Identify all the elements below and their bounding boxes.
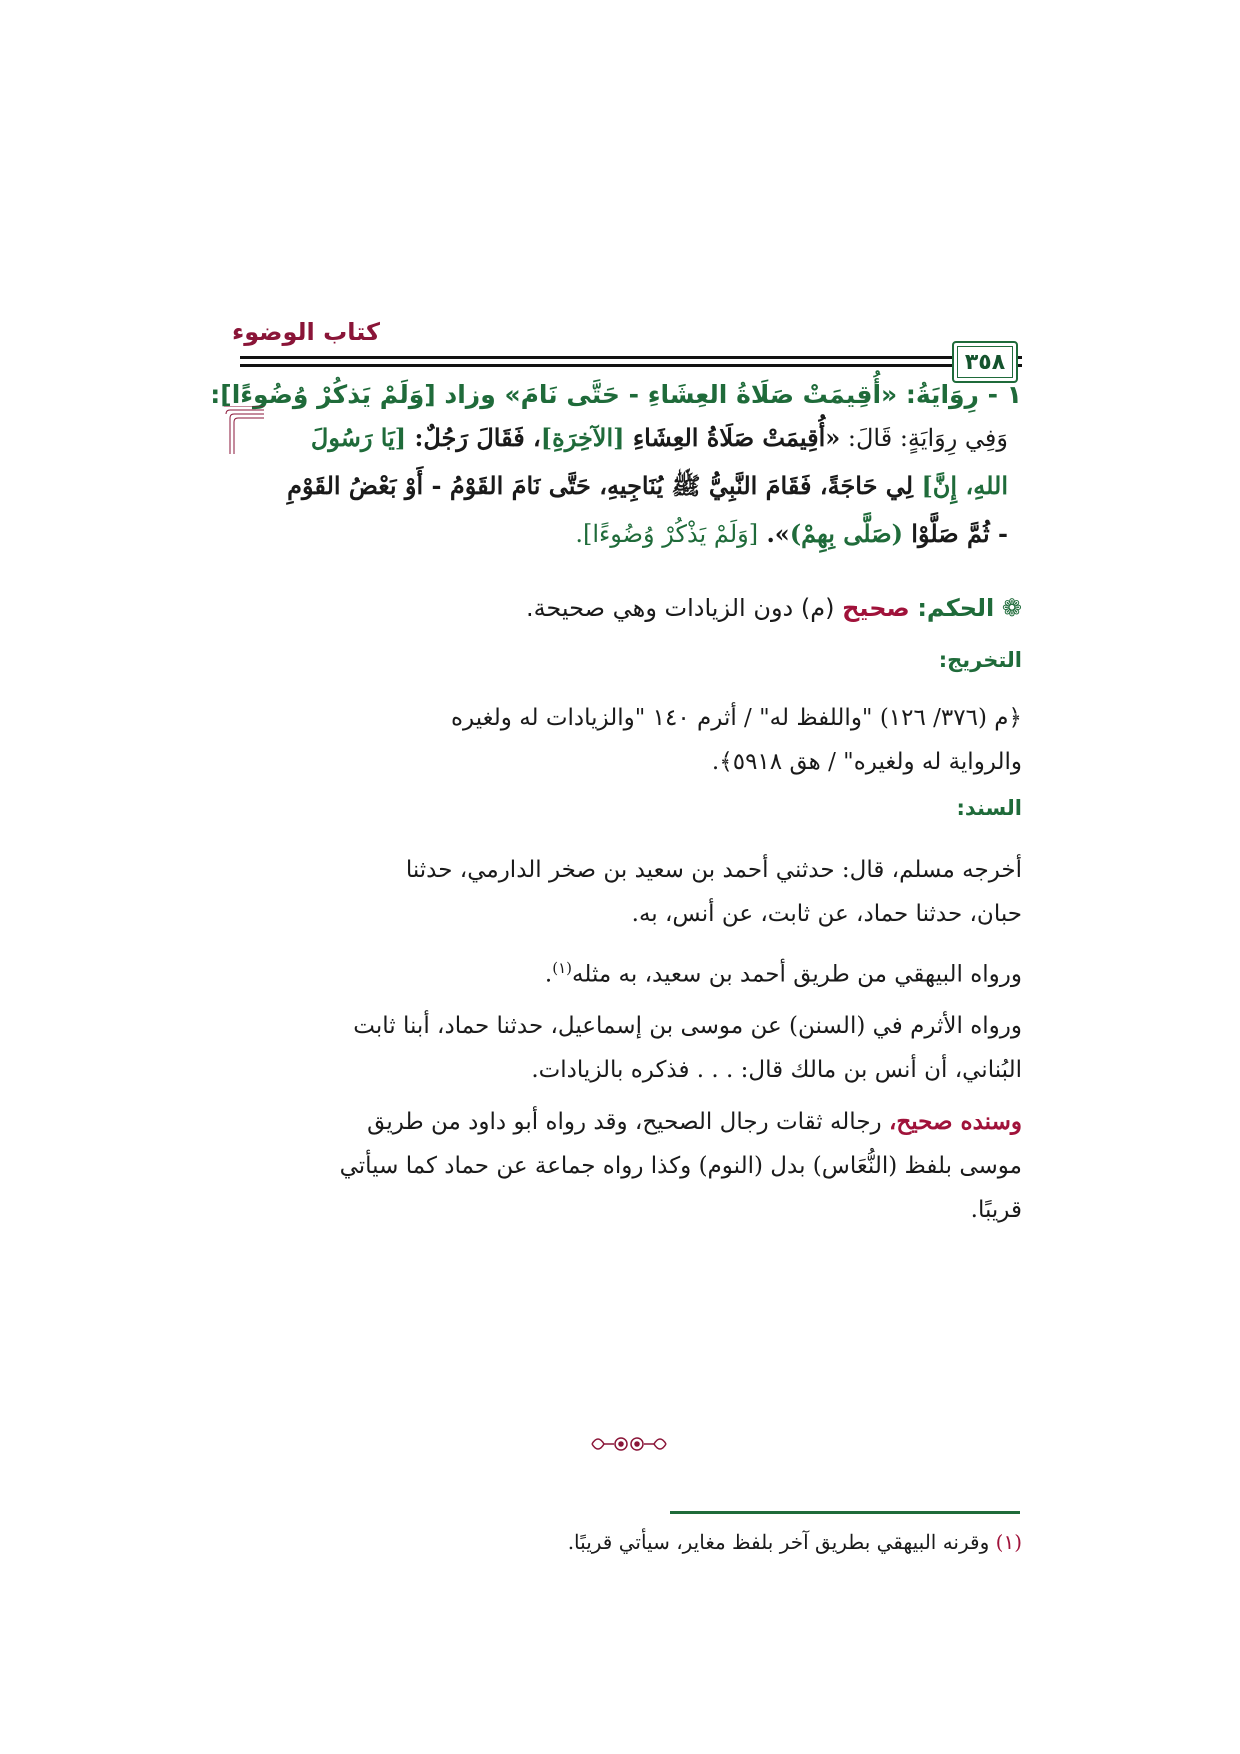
sanad-paragraph-2 [222,946,1022,997]
sanad-p4-line-1 [222,1100,1022,1144]
verdict-rest: (م) دون الزيادات وهي صحيحة. [525,594,843,622]
hadith-block [222,414,1008,558]
takhrij-line-1: ﴿م (٣٧٦/ ١٢٦) "واللفظ له" / أثرم ١٤٠ "والزيادات له ولغيره [451,705,1022,731]
footnote-number: (١) [995,1530,1022,1554]
hadith-quote-start: «أُقِيمَتْ صَلَاةُ العِشَاءِ [624,423,841,452]
footnote [568,1530,1022,1554]
sanad-p1-line-1: أخرجه مسلم، قال: حدثني أحمد بن سعيد بن صخر الدارمي، حدثنا [405,857,1022,883]
verdict-label: الحكم: [917,594,995,622]
hadith-line-2-text: لِي حَاجَةً، فَقَامَ النَّبِيُّ ﷺ يُنَاجِيهِ، حَتَّى نَامَ القَوْمُ - أَوْ بَعْضُ القَوْمِ [287,471,922,500]
verdict-content [222,594,1022,622]
hadith-line-1 [222,414,1008,462]
item-heading-text: ١ - رِوَايَةُ: «أُقِيمَتْ صَلَاةُ العِشَاءِ - حَتَّى نَامَ» وزاد [وَلَمْ يَذكُرْ وُضُوءًا]: [210,380,1022,409]
footnote-separator [670,1511,1020,1514]
sanad-paragraph-4 [222,1100,1022,1232]
sanad-title: السند: [956,796,1022,820]
verdict-grade: صحيح [842,594,910,622]
sanad-p2-line [222,946,1022,997]
header-rule-top [240,356,1022,359]
sanad-p2-end: . [544,961,553,988]
sanad-p4-line-2: موسى بلفظ (النُّعَاس) بدل (النوم) وكذا رواه جماعة عن حماد كما سيأتي [339,1153,1022,1179]
sanad-p2-text: ورواه البيهقي من طريق أحمد بن سعيد، به مثله [572,961,1022,988]
sanad-p4-line-1-rest: رجاله ثقات رجال الصحيح، وقد رواه أبو داود من طريق [367,1109,889,1135]
hadith-quote-continued: ، فَقَالَ رَجُلٌ: [406,423,541,452]
footnote-reference[interactable]: (١) [552,959,573,977]
hadith-line-2 [222,462,1008,510]
hadith-quote-end: ». [758,519,790,548]
takhrij-line-2: والرواية له ولغيره" / هق ٥٩١٨﴾. [711,749,1022,775]
hadith-intro: وَفِي رِوَايَةٍ: قَالَ: [840,424,1008,452]
hadith-addition-3: (صَلَّى بِهِمْ) [789,519,903,548]
hadith-line-3 [222,510,1008,558]
hadith-addition-4: [وَلَمْ يَذْكُرْ وُضُوءًا]. [575,520,759,548]
footnote-text: وقرنه البيهقي بطريق آخر بلفظ مغاير، سيأتي قريبًا. [567,1530,996,1554]
hadith-addition-2b: اللهِ، إِنَّ] [921,471,1008,500]
hadith-addition-2: [يَا رَسُولَ [310,423,407,452]
flower-icon: ❁ [994,594,1022,622]
running-title: كتاب الوضوء [231,318,380,346]
sanad-p1-line-2: حبان، حدثنا حماد، عن ثابت، عن أنس، به. [631,901,1022,927]
sanad-p3-line-1: ورواه الأثرم في (السنن) عن موسى بن إسماعيل، حدثنا حماد، أبنا ثابت [353,1013,1022,1039]
sanad-paragraph-3 [222,1004,1022,1092]
takhrij-title: التخريج: [938,648,1022,672]
header-rule-bottom [240,364,1022,367]
sanad-grade-label: وسنده صحيح، [888,1108,1022,1135]
sanad-paragraph-1 [222,848,1022,936]
hadith-line-3-start: - ثُمَّ صَلَّوْا [902,519,1008,548]
takhrij-block [222,696,1022,784]
verdict-line [222,594,1022,622]
sanad-p3-line-2: البُناني، أن أنس بن مالك قال: . . . فذكره بالزيادات. [531,1057,1022,1083]
page-number: ٣٥٨ [952,341,1018,383]
hadith-addition-1: [الآخِرَةِ] [540,423,625,452]
sanad-p4-line-3: قريبًا. [970,1197,1022,1223]
section-divider-icon [590,1430,668,1458]
item-heading [210,380,1022,409]
